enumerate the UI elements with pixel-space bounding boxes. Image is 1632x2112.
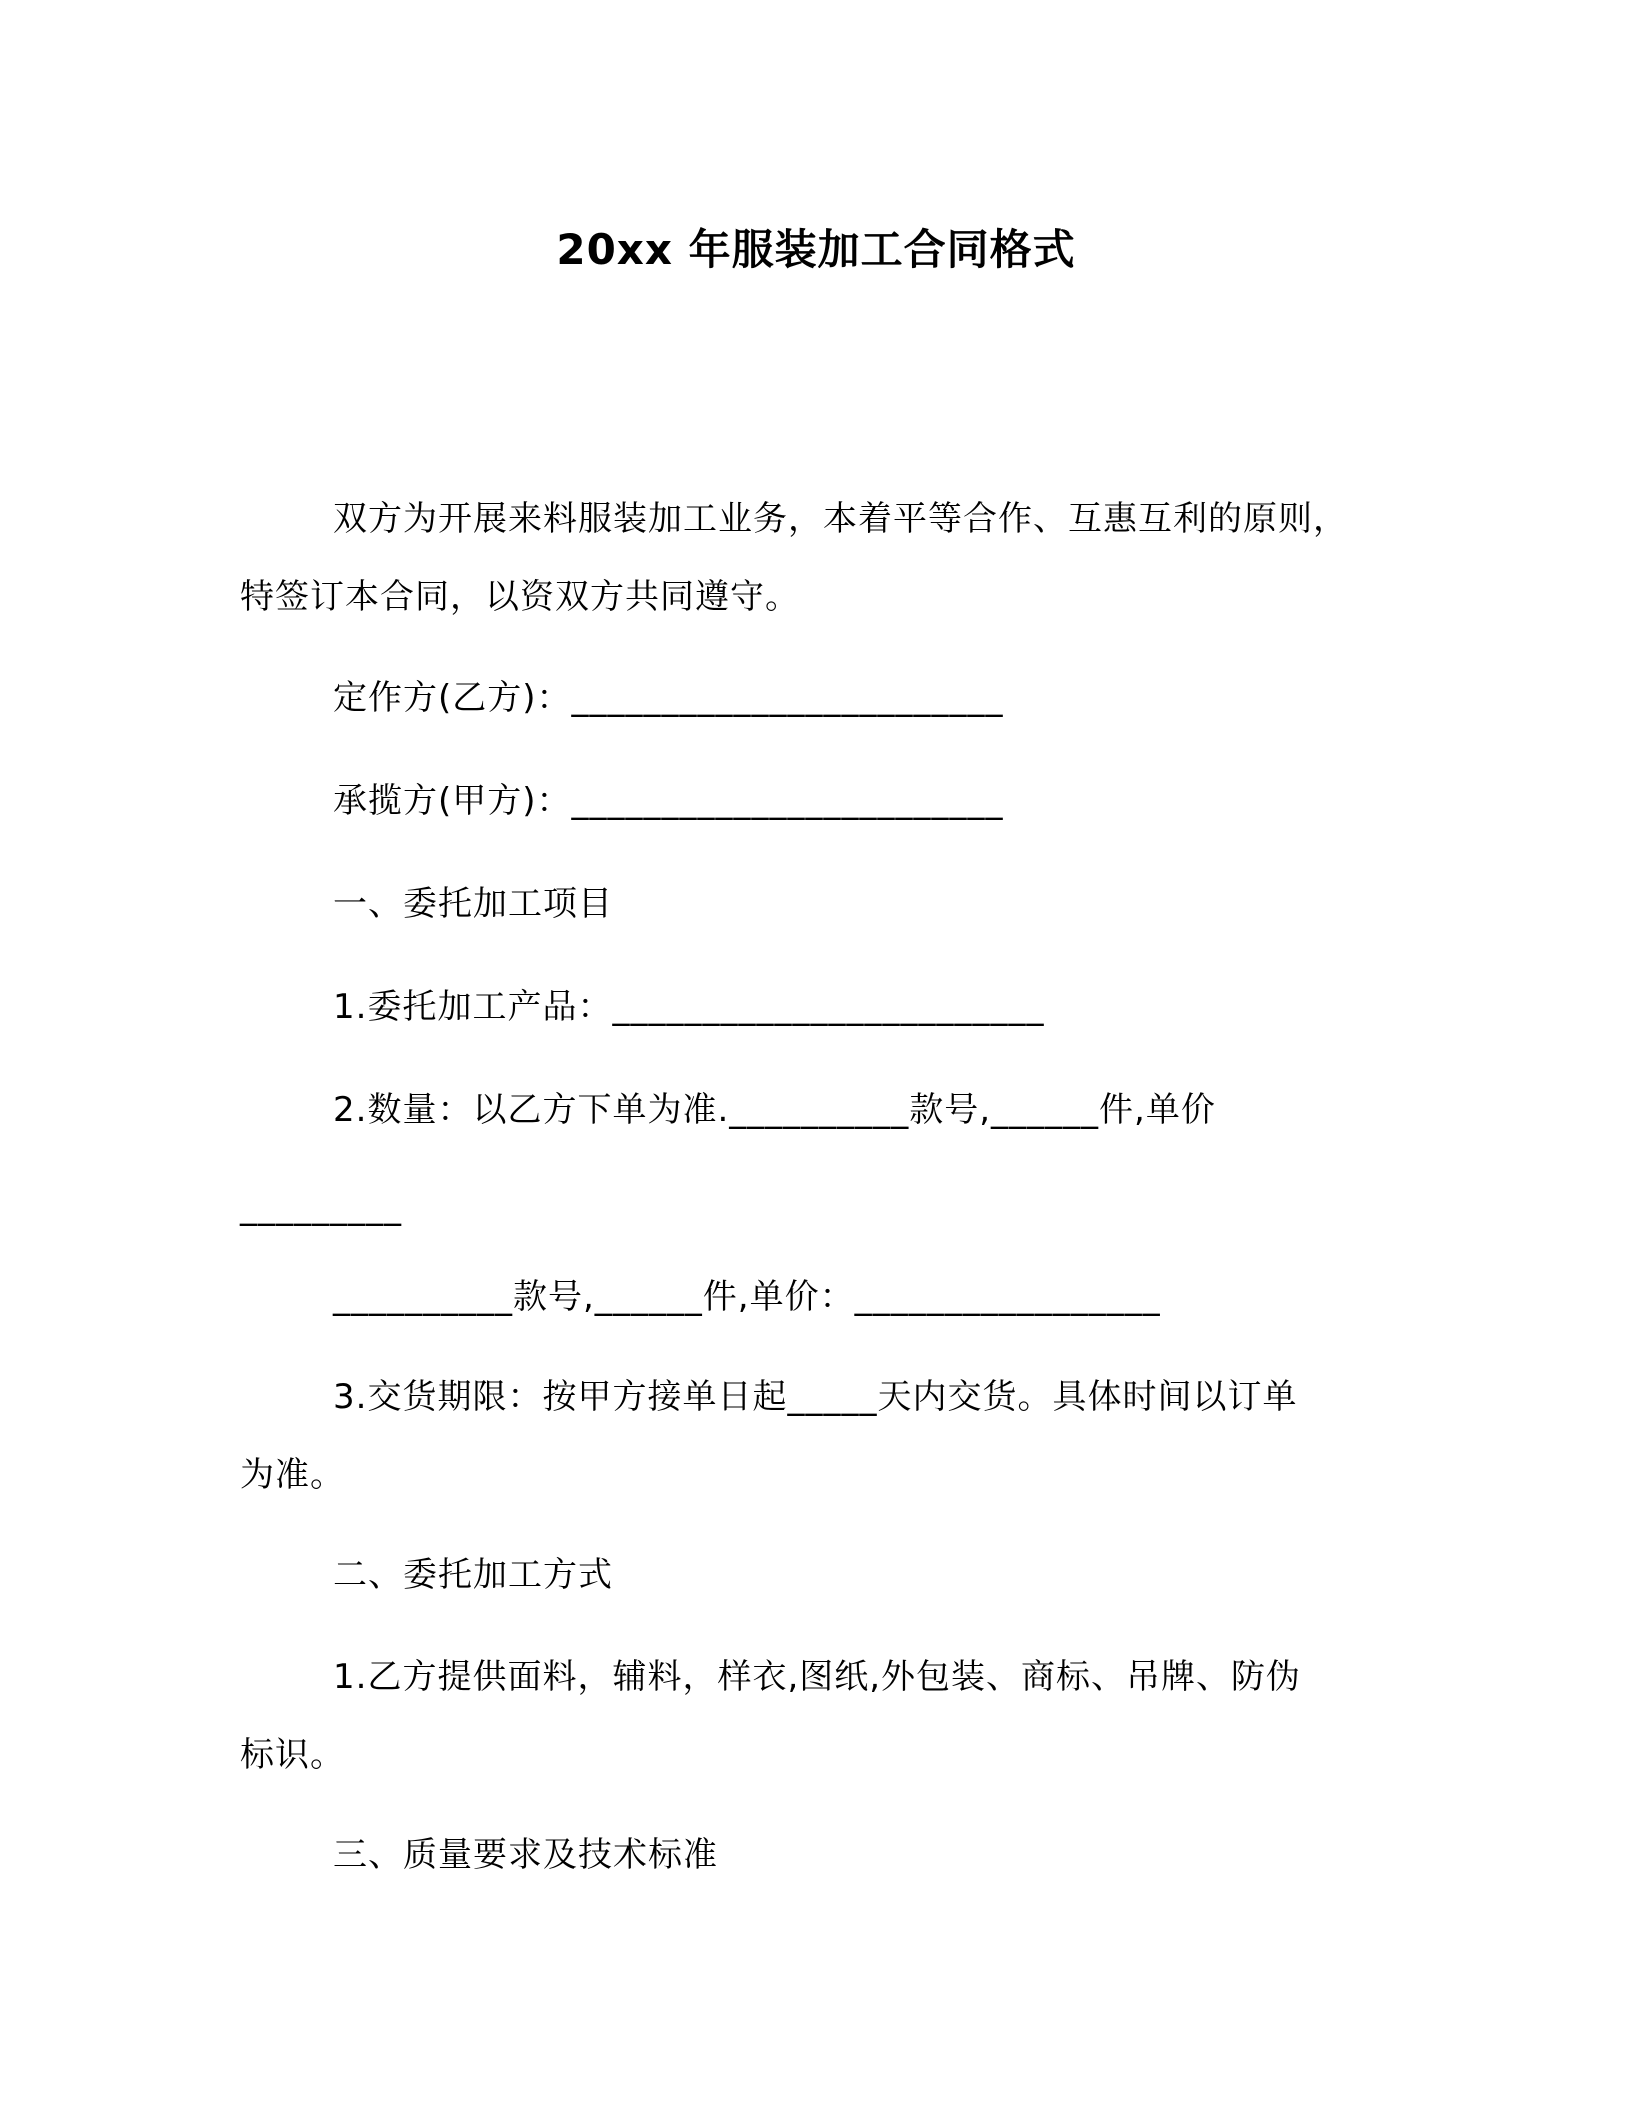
section-1-heading: 一、委托加工项目 — [333, 884, 613, 924]
document-title: 20xx 年服装加工合同格式 — [556, 225, 1076, 274]
party-a-field: 承揽方(甲方)：________________________ — [333, 781, 1004, 821]
item-2-1-line-1: 1.乙方提供面料，辅料，样衣,图纸,外包装、商标、吊牌、防伪 — [333, 1657, 1302, 1697]
section-2-heading: 二、委托加工方式 — [333, 1555, 613, 1595]
section-3-heading: 三、质量要求及技术标准 — [333, 1835, 718, 1875]
intro-paragraph-line-2: 特签订本合同，以资双方共同遵守。 — [240, 577, 800, 617]
item-1-2-line-1: 2.数量：以乙方下单为准.__________款号,______件,单价 — [333, 1090, 1216, 1130]
item-1-2-line-2: _________ — [240, 1187, 402, 1227]
item-1-2-line-3: __________款号,______件,单价：_________________ — [333, 1277, 1161, 1317]
intro-paragraph-line-1: 双方为开展来料服装加工业务，本着平等合作、互惠互利的原则， — [333, 499, 1348, 539]
party-b-field: 定作方(乙方)：________________________ — [333, 678, 1004, 718]
item-1-1: 1.委托加工产品：________________________ — [333, 987, 1045, 1027]
item-2-1-line-2: 标识。 — [240, 1735, 345, 1775]
item-1-3-line-1: 3.交货期限：按甲方接单日起_____天内交货。具体时间以订单 — [333, 1377, 1298, 1417]
item-1-3-line-2: 为准。 — [240, 1455, 345, 1495]
